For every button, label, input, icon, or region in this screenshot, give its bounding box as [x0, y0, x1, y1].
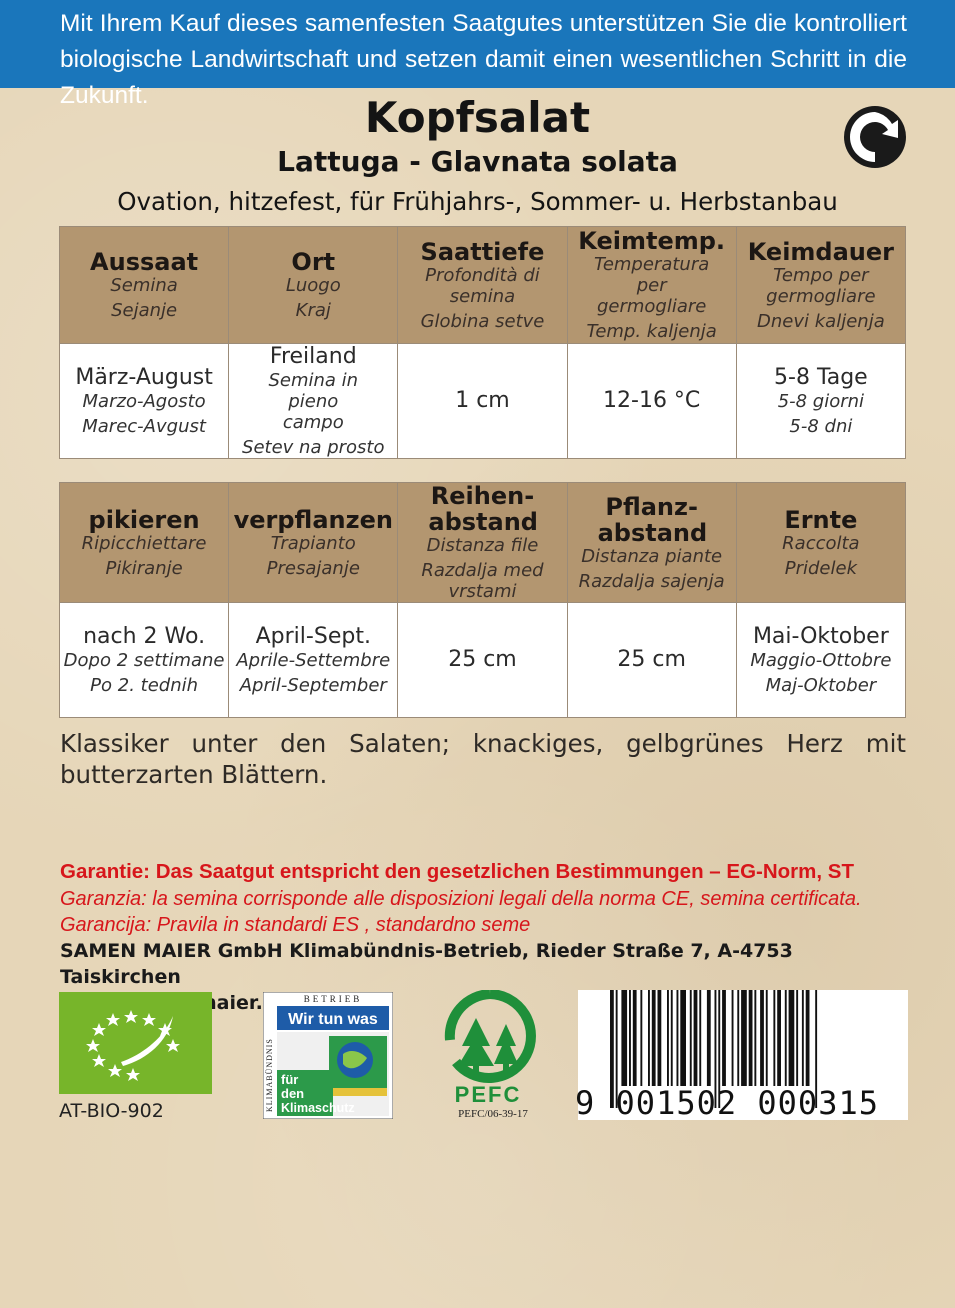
pefc-name: PEFC — [454, 1082, 522, 1107]
klima-top-label: BETRIEB — [303, 994, 363, 1004]
barcode-bar — [640, 990, 642, 1086]
pefc-logo — [440, 990, 540, 1125]
value-it: Semina in pieno campo — [268, 370, 359, 433]
barcode-bar — [667, 990, 669, 1086]
barcode-bar — [785, 990, 787, 1086]
eu-organic-code: AT-BIO-902 — [59, 1100, 164, 1122]
planting-table — [59, 482, 906, 718]
value-reihenabstand — [398, 603, 567, 718]
value-it: Marzo-Agosto — [82, 391, 206, 412]
header-sl: Dnevi kaljenja — [757, 310, 885, 332]
barcode-bar — [648, 990, 650, 1086]
value-main: April-Sept. — [255, 624, 371, 649]
value-sl: April-September — [239, 675, 387, 696]
barcode-digits: 9 001502 000315 — [575, 1084, 879, 1122]
value-main: März-August — [75, 365, 213, 390]
sowing-table — [59, 226, 906, 459]
guarantee-sl: Garancija: Pravila in standardi ES , standardno seme — [60, 914, 531, 936]
value-main: 25 cm — [448, 647, 517, 672]
barcode-bar — [722, 990, 726, 1086]
value-aussaat — [60, 344, 229, 459]
header-it: Distanza piante — [581, 545, 723, 567]
barcode-bar — [802, 990, 804, 1086]
klima-slogan-2a: für — [281, 1072, 299, 1087]
value-main: 12-16 °C — [603, 388, 701, 413]
header-pikieren — [60, 483, 229, 603]
product-title: Kopfsalat — [364, 93, 591, 142]
value-keimtemp — [567, 344, 736, 459]
barcode-bar — [754, 990, 756, 1086]
value-main: 5-8 Tage — [774, 365, 868, 390]
barcode-bar — [773, 990, 775, 1086]
header-main: pikieren — [88, 505, 200, 534]
value-keimdauer — [736, 344, 905, 459]
header-main: verpflanzen — [233, 505, 393, 534]
klimabuendnis-logo — [263, 992, 393, 1119]
value-main: Freiland — [269, 344, 357, 369]
header-it: Ripicchiettare — [81, 532, 207, 554]
header-main: Reihen-abstand — [428, 482, 538, 536]
header-main: Keimtemp. — [578, 227, 726, 255]
barcode-bar — [633, 990, 637, 1086]
header-it: Profondità di semina — [425, 264, 540, 307]
header-ernte — [736, 483, 905, 603]
barcode-bar — [658, 990, 662, 1086]
header-main: Aussaat — [90, 248, 199, 276]
header-main: Keimdauer — [747, 237, 894, 266]
value-sl: 5-8 dni — [789, 416, 853, 437]
value-pflanzabstand — [567, 603, 736, 718]
header-ort — [229, 227, 398, 344]
value-sl: Maj-Oktober — [765, 675, 877, 696]
header-it: Raccolta — [782, 532, 860, 554]
eu-organic-leaf-icon — [59, 992, 212, 1094]
header-reihenabstand — [398, 483, 567, 603]
value-ort — [229, 344, 398, 459]
header-sl: Pridelek — [784, 557, 857, 579]
barcode-bar — [737, 990, 739, 1086]
guarantee-block — [60, 858, 906, 938]
header-main: Ernte — [784, 505, 858, 534]
guarantee-it: Garanzia: la semina corrisponde alle disposizioni legali della norma CE, semina certificata. — [60, 888, 862, 910]
barcode-bar — [741, 990, 747, 1086]
header-sl: Razdalja med vrstami — [421, 560, 544, 602]
header-main: Pflanz-abstand — [597, 492, 708, 547]
value-ernte — [736, 603, 905, 718]
value-main: Mai-Oktober — [752, 624, 889, 649]
header-main: Ort — [291, 248, 336, 276]
header-keimdauer — [736, 227, 905, 344]
klima-side-label: KLIMABÜNDNIS — [265, 1038, 274, 1112]
header-main: Saattiefe — [420, 237, 545, 266]
barcode-bar — [789, 990, 795, 1086]
guarantee-de: Garantie: Das Saatgut entspricht den gesetzlichen Bestimmungen – EG-Norm, ST — [60, 860, 854, 883]
barcode-bar — [777, 990, 781, 1086]
header-sl: Kraj — [295, 300, 331, 321]
barcode-bar — [749, 990, 753, 1086]
barcode-bar — [806, 990, 810, 1086]
header-it: Trapianto — [270, 532, 356, 554]
header-sl: Globina setve — [420, 310, 545, 332]
barcode-bar — [671, 990, 673, 1086]
product-subtitle: Lattuga - Glavnata solata — [277, 145, 678, 178]
value-pikieren — [60, 603, 229, 718]
header-pflanzabstand — [567, 483, 736, 603]
barcode-bar — [796, 990, 798, 1086]
value-verpflanzen — [229, 603, 398, 718]
header-sl: Sejanje — [111, 300, 178, 321]
header-saattiefe — [398, 227, 567, 344]
barcode-bar — [680, 990, 686, 1086]
header-it: Temperatura per germogliare — [594, 254, 710, 317]
barcode-bar — [694, 990, 698, 1086]
barcode-bar — [677, 990, 679, 1086]
value-it: Dopo 2 settimane — [63, 650, 225, 671]
barcode-bar — [766, 990, 768, 1086]
header-it: Luogo — [285, 275, 341, 296]
value-saattiefe — [398, 344, 567, 459]
value-sl: Setev na prosto — [242, 437, 385, 458]
klima-slogan-2b: den — [281, 1086, 305, 1101]
header-it: Tempo per germogliare — [766, 264, 876, 307]
barcode-bar — [760, 990, 764, 1086]
value-it: Maggio-Ottobre — [750, 650, 892, 671]
barcode-bar — [707, 990, 711, 1086]
product-description: Klassiker unter den Salaten; knackiges, gelbgrünes Herz mit butterzarten Blättern. — [60, 729, 906, 789]
green-dot-recycle-icon — [842, 104, 908, 170]
barcode-bar — [652, 990, 656, 1086]
klima-slogan-2c: Klimaschutz — [281, 1101, 355, 1115]
value-it: Aprile-Settembre — [236, 650, 391, 671]
barcode-bar — [690, 990, 692, 1086]
company-address: SAMEN MAIER GmbH Klimabündnis-Betrieb, Rieder Straße 7, A-4753 Taiskirchen — [60, 940, 793, 988]
value-main: 25 cm — [617, 647, 686, 672]
barcode-bar — [732, 990, 734, 1086]
banner-text: Mit Ihrem Kauf dieses samenfesten Saatgutes unterstützen Sie die kontrolliert biologische Landwirtschaft und setzen damit einen wesentlichen Schritt in die Zukunft. — [60, 10, 907, 109]
header-sl: Temp. kaljenja — [586, 321, 717, 342]
header-aussaat — [60, 227, 229, 344]
pefc-code: PEFC/06-39-17 — [458, 1108, 528, 1120]
value-main: 1 cm — [455, 388, 510, 413]
value-sl: Po 2. tednih — [90, 675, 199, 696]
header-keimtemp — [567, 227, 736, 344]
header-sl: Pikiranje — [105, 557, 183, 579]
header-sl: Razdalja sajenja — [578, 570, 725, 592]
header-verpflanzen — [229, 483, 398, 603]
info-banner — [0, 0, 955, 109]
variety-line: Ovation, hitzefest, für Frühjahrs-, Sommer- u. Herbstanbau — [117, 187, 838, 216]
klima-slogan-1: Wir tun was — [288, 1011, 378, 1028]
value-sl: Marec-Avgust — [82, 416, 206, 437]
barcode-bar — [621, 990, 627, 1086]
value-it: 5-8 giorni — [777, 391, 865, 412]
value-main: nach 2 Wo. — [83, 624, 206, 649]
barcode-bar — [629, 990, 631, 1086]
barcode-bar — [699, 990, 701, 1086]
header-sl: Presajanje — [266, 557, 360, 579]
header-it: Semina — [110, 275, 178, 296]
header-it: Distanza file — [426, 535, 539, 556]
